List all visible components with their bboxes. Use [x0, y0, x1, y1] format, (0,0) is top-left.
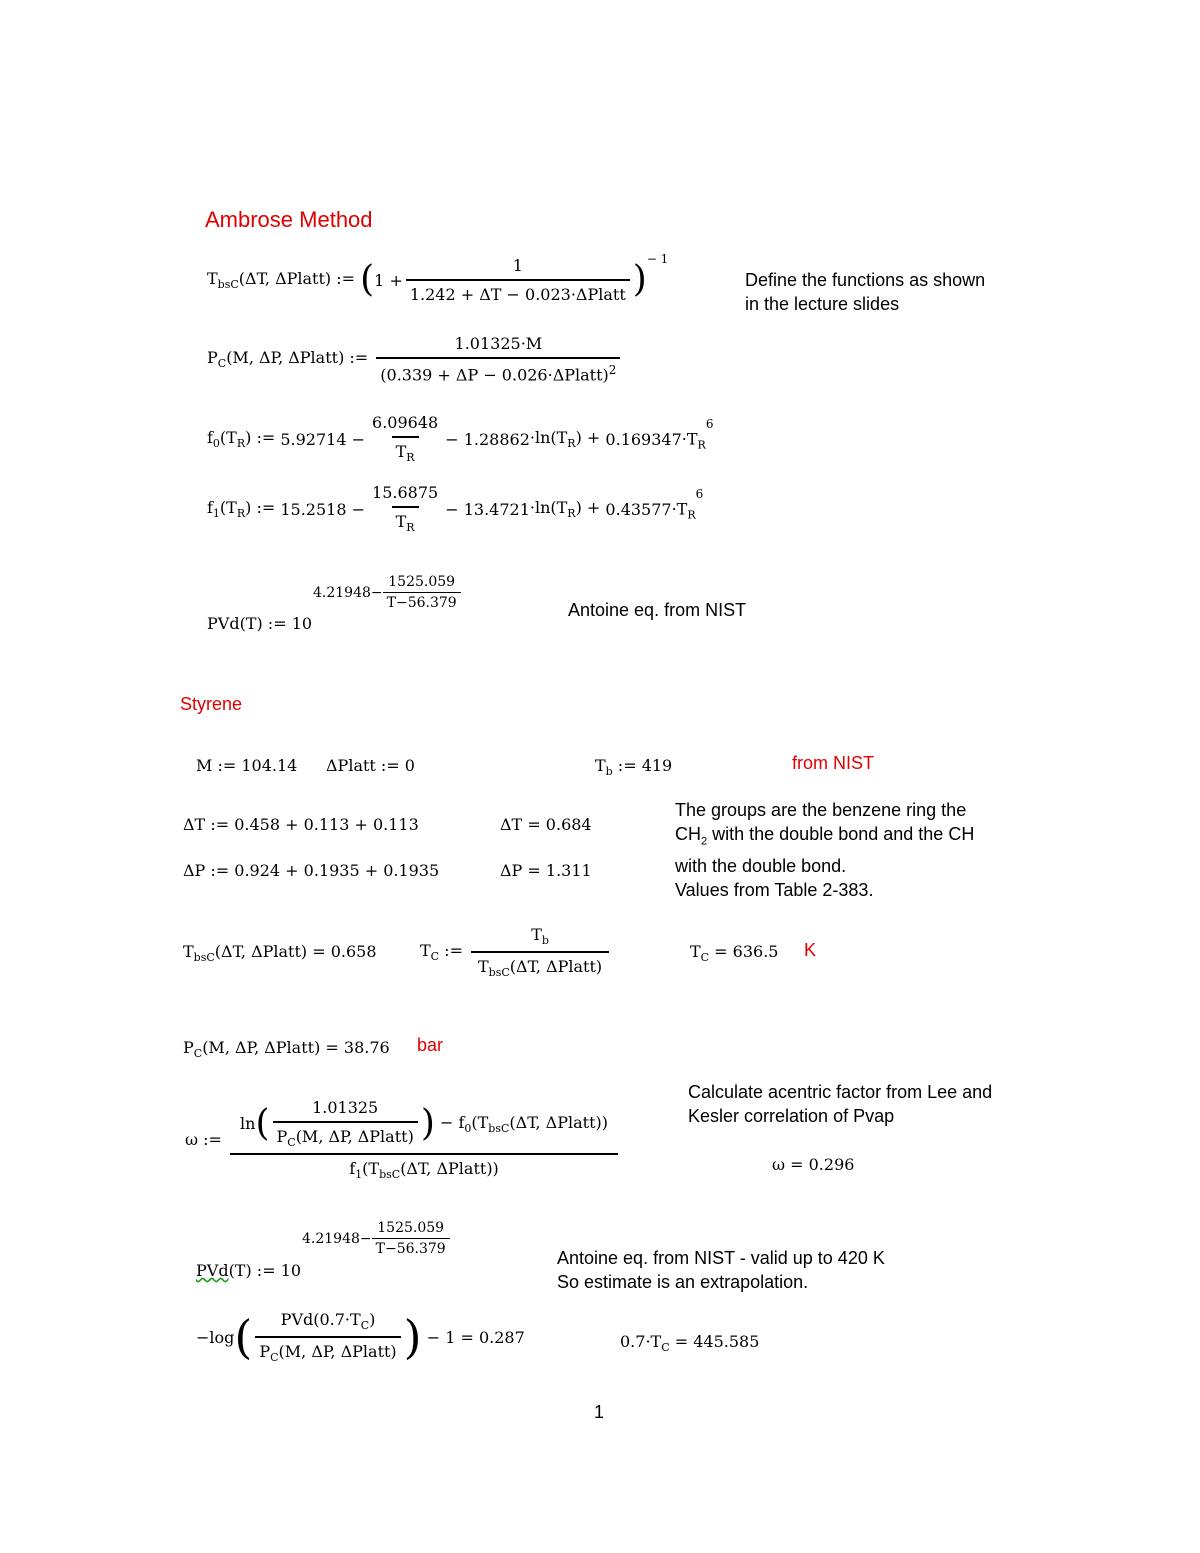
f1-coef1: 15.2518: [280, 499, 347, 519]
tbsc-def-denominator: 1.242 + ΔT − 0.023·ΔPlatt: [406, 279, 630, 304]
dplatt-def: ΔPlatt := 0: [326, 756, 415, 775]
omega-result: ω = 0.296: [772, 1155, 855, 1174]
dp-result: ΔP = 1.311: [500, 861, 592, 880]
tc-definition: $T_C$ := $\frac{T_b}{T_{bsC}(\Delta T, \Delta Platt)}$: [420, 924, 612, 980]
tbsc-definition: $T_{bsC}(\Delta T$, ΔPlatt) := ( 1 + $\frac{1}{\text{1.242 + ΔT − 0.023·ΔPlatt}}$ ) $^{- 1}$: [207, 252, 669, 304]
compound-name: Styrene: [180, 694, 243, 714]
define-note-line1: Define the functions as shown: [745, 270, 986, 290]
dt-result: ΔT = 0.684: [500, 815, 592, 834]
f1-definition: $f_1(T_R)$ := 15.2518 − $\frac{15.6875}{T_R}$ − 13.4721 $\cdot\ln(T_R)$ + 0.43577 $\cdot T_R^6$: [207, 483, 704, 535]
antoine-note2-line1: Antoine eq. from NIST - valid up to 420 K: [557, 1248, 885, 1268]
page-number: 1: [594, 1402, 605, 1422]
omega-numerator-value: 1.01325: [312, 1098, 379, 1117]
antoine-b-2: 1525.059: [377, 1220, 445, 1236]
tb-def: $T_b$ := 419: [595, 756, 673, 779]
f0-coef2: 6.09648: [372, 413, 439, 433]
section-title: Ambrose Method: [205, 207, 373, 232]
antoine-equation-2: PVd(T) := 10: [196, 1261, 302, 1280]
tc07-value: 445.585: [693, 1332, 760, 1351]
acentric-note-line2: Kesler correlation of Pvap: [688, 1106, 895, 1126]
groups-note: [675, 798, 974, 902]
f1-coef3: 13.4721: [463, 499, 530, 519]
pc-value: 38.76: [343, 1038, 390, 1057]
f0-coef1: 5.92714: [280, 429, 347, 449]
tc-value: 636.5: [732, 942, 779, 961]
tbsc-result: $T_{bsC}(\Delta T$, ΔPlatt) = 0.658: [183, 942, 377, 965]
acentric-note-line1: Calculate acentric factor from Lee and: [688, 1082, 993, 1102]
pc-def-numerator: 1.01325·M: [454, 333, 543, 353]
f0-coef3: 1.28862: [463, 429, 530, 449]
unit-kelvin: K: [804, 940, 817, 960]
tb-value: 419: [641, 756, 673, 775]
define-note-line2: in the lecture slides: [745, 294, 900, 314]
unit-bar: bar: [417, 1035, 444, 1055]
antoine-a-2: 4.21948: [302, 1230, 360, 1247]
f0-definition: $f_0(T_R)$ := 5.92714 − $\frac{6.09648}{T_R}$ − 1.28862 $\cdot\ln(T_R)$ + 0.169347 $\cdot T_R^6$: [207, 413, 714, 465]
antoine-note: Antoine eq. from NIST: [568, 600, 747, 620]
antoine-note-2: [557, 1246, 885, 1294]
tc07-result: $0.7\cdot T_C = 445.585$: [620, 1332, 760, 1355]
log-result: − 1 = 0.287: [426, 1327, 525, 1347]
groups-note-line4: Values from Table 2-383.: [675, 879, 874, 900]
groups-note-line1: The groups are the benzene ring the: [675, 800, 967, 820]
acentric-note: [688, 1080, 992, 1128]
antoine-equation-1: PVd(T) := 10: [207, 614, 313, 633]
antoine-a: 4.21948: [313, 584, 371, 601]
groups-ch: CH: [675, 824, 701, 844]
groups-sub: 2: [701, 835, 708, 848]
antoine-c-2: T−56.379: [372, 1238, 450, 1257]
dp-definition: ΔP := 0.924 + 0.1935 + 0.1935: [183, 861, 440, 880]
tc-result: $T_C = 636.5$: [690, 942, 779, 965]
antoine-exponent-1: 4.21948 − $\frac{1525.059}{T-56.379}$: [313, 574, 461, 611]
define-note: [745, 268, 985, 316]
omega-definition: ω := ln ( $\frac{1.01325}{P_C(M, \Delta P, \Delta Platt)}$ ) − $f_0(T_{bsC}(\Delta T$, ΔPlatt)) $f_1(T_{bsC}(\Delta T$, ΔPlatt)): [185, 1098, 621, 1181]
antoine-c: T−56.379: [383, 592, 461, 611]
antoine-exponent-2: 4.21948 − $\frac{1525.059}{T-56.379}$: [302, 1220, 450, 1257]
log-expression: −log ( $\frac{PVd(0.7\cdot T_C)}{P_C(M, \Delta P, \Delta Platt)}$ ) − 1 = 0.287: [196, 1310, 525, 1365]
dt-definition: ΔT := 0.458 + 0.113 + 0.113: [183, 815, 419, 834]
tbsc-def-numerator: 1: [512, 256, 523, 275]
antoine-note2-line2: So estimate is an extrapolation.: [557, 1272, 809, 1292]
tbsc-value: 0.658: [330, 942, 377, 961]
groups-note-line3: with the double bond.: [675, 855, 847, 876]
f1-coef2: 15.6875: [372, 483, 439, 503]
from-nist-note: from NIST: [792, 753, 875, 773]
pc-def-denominator: (0.339 + ΔP − 0.026·ΔPlatt)$^2$: [376, 357, 620, 384]
groups-rest: with the double bond and the CH: [707, 824, 975, 844]
pc-definition: $P_C(M$, ΔP, ΔPlatt) := $\frac{1.01325\cdot M}{(0.339 + \Delta P - 0.026\cdot\Delta Platt)^2}$: [207, 328, 623, 390]
molar-mass: M := 104.14: [196, 756, 298, 775]
f1-coef4: 0.43577: [605, 499, 672, 519]
pc-result: $P_C(M$, ΔP, ΔPlatt) = 38.76: [183, 1038, 390, 1061]
antoine-b: 1525.059: [388, 574, 456, 590]
groups-note-line2: [675, 822, 974, 854]
f0-coef4: 0.169347: [605, 429, 682, 449]
